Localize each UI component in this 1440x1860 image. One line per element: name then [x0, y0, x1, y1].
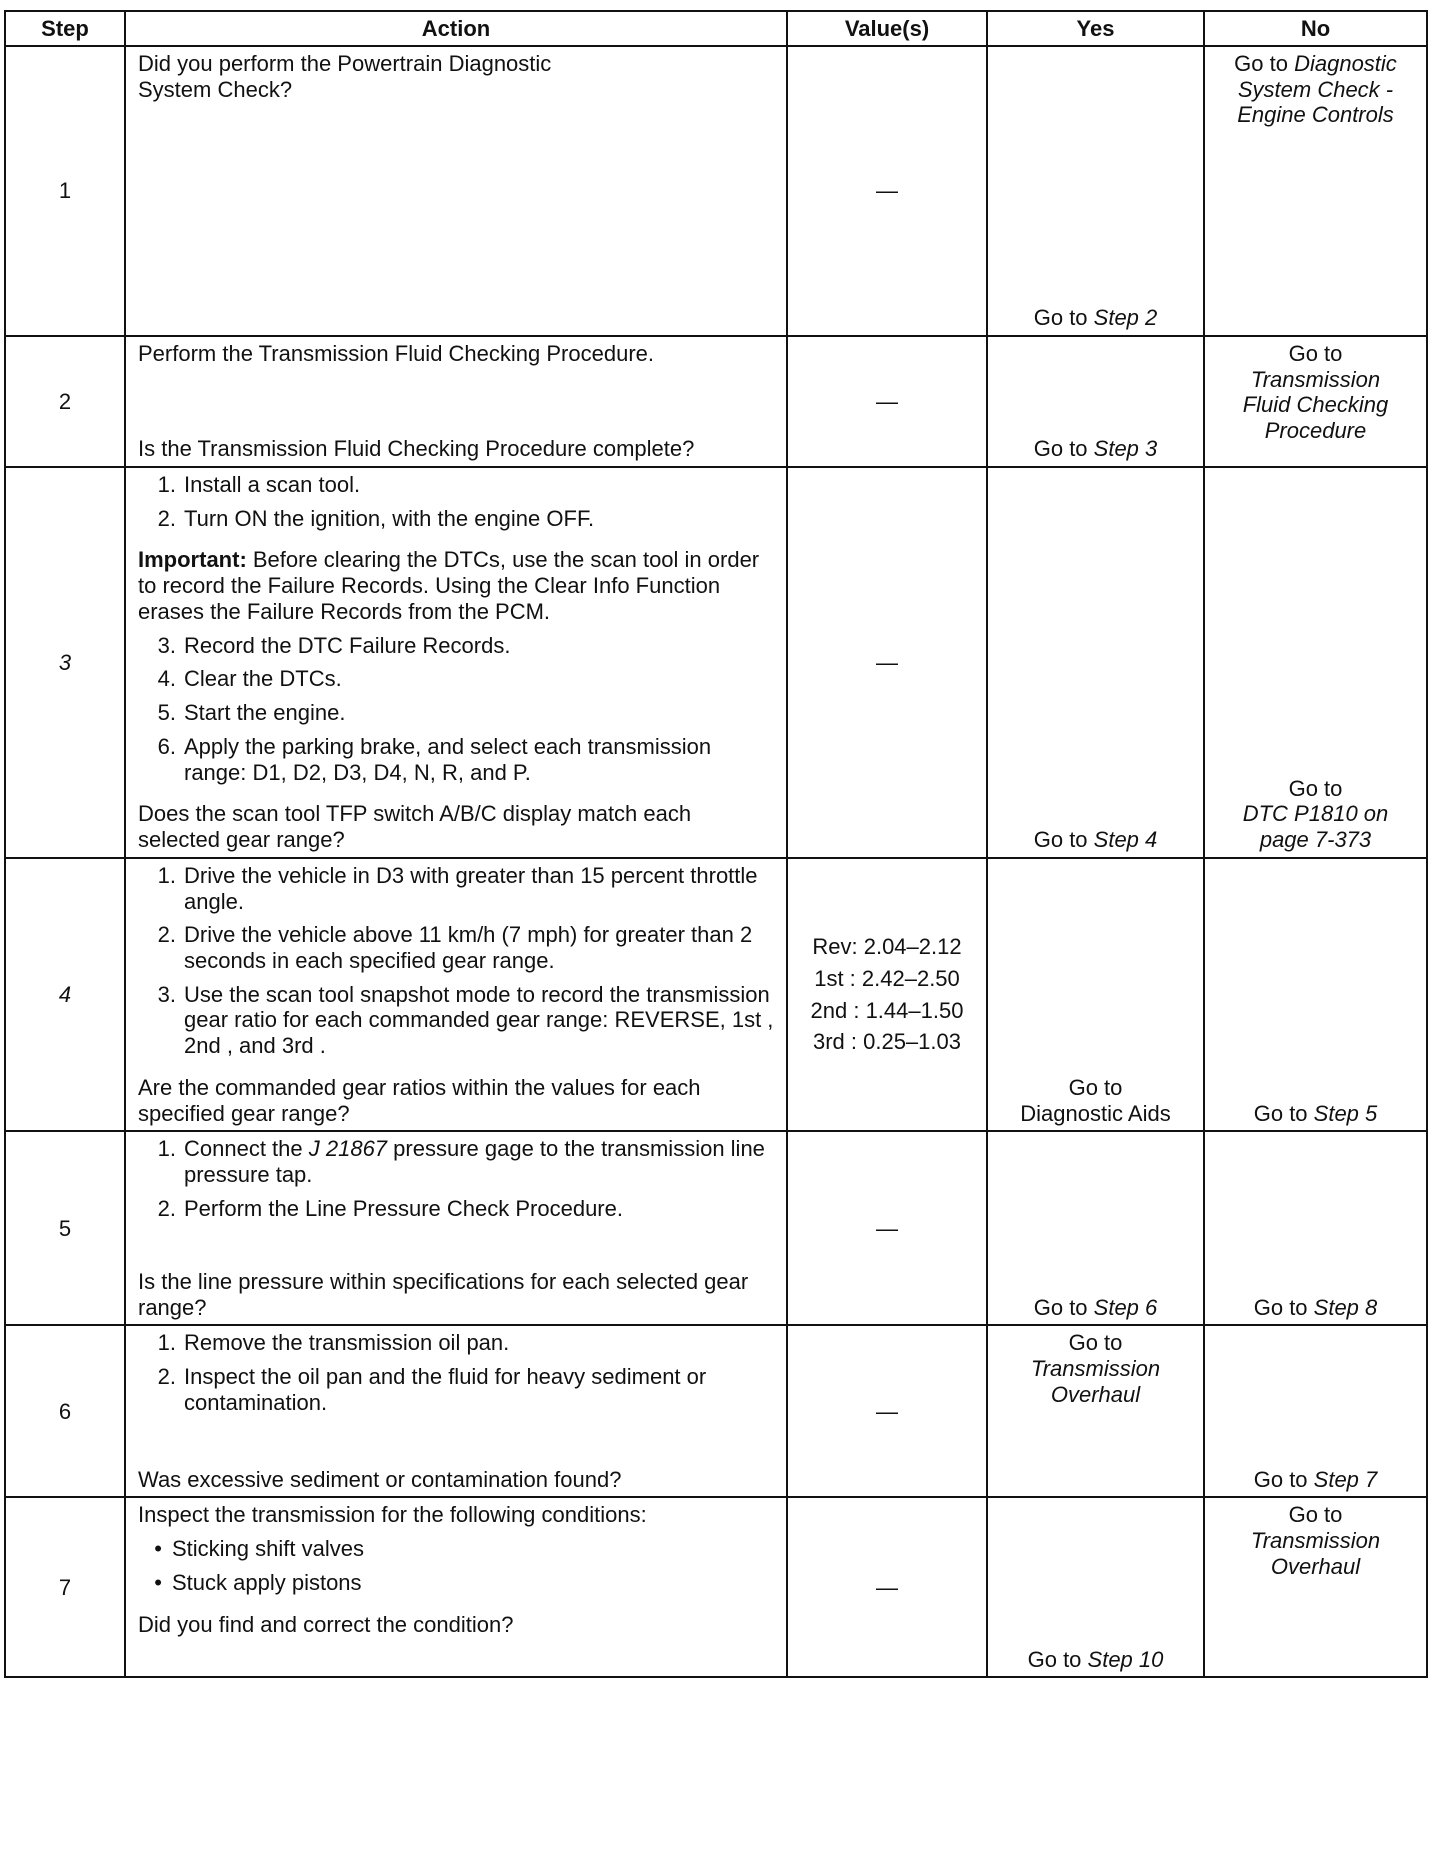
action-paragraph: Did you perform the Powertrain Diagnostic System Check?	[138, 51, 552, 102]
step-number: 1	[5, 46, 125, 336]
action-content	[138, 472, 778, 853]
action-step-item	[138, 472, 778, 498]
action-step-text: Perform the Line Pressure Check Procedure.	[184, 1195, 623, 1221]
condition-item	[138, 1536, 778, 1562]
step-number: 6	[5, 1325, 125, 1497]
value-line: 2nd : 1.44–1.50	[810, 997, 964, 1023]
no-result: Go to Step 8	[1204, 1131, 1427, 1325]
action-step-list	[138, 1330, 778, 1423]
table-row	[5, 1131, 1427, 1325]
condition-list	[138, 1536, 778, 1603]
action-step-item	[138, 734, 778, 785]
action-step-item	[138, 633, 778, 659]
table-row	[5, 858, 1427, 1132]
action-content	[138, 863, 778, 1127]
action-cell	[125, 1131, 787, 1325]
action-step-text: Turn ON the ignition, with the engine OFF.	[184, 505, 595, 531]
value-line: —	[876, 649, 898, 675]
table-row	[5, 336, 1427, 467]
action-step-number: 1.	[157, 472, 176, 497]
action-step-list	[138, 633, 778, 794]
action-step-item	[138, 506, 778, 532]
action-step-number: 2.	[157, 505, 176, 531]
action-step-number: 3.	[157, 632, 176, 658]
action-step-text: Inspect the oil pan and the fluid for heavy sediment or contamination.	[184, 1364, 707, 1415]
yes-result: Go to Diagnostic Aids	[987, 858, 1204, 1132]
no-result: Go to Step 7	[1204, 1325, 1427, 1497]
value-cell	[787, 1497, 987, 1677]
action-step-text: Start the engine.	[184, 700, 346, 726]
action-content	[138, 1136, 778, 1320]
step-number: 4	[5, 858, 125, 1132]
action-step-number: 6.	[157, 733, 176, 759]
action-spacer	[138, 1432, 778, 1467]
no-result: Go to DTC P1810 on page 7-373	[1204, 467, 1427, 858]
action-cell	[125, 467, 787, 858]
action-step-text: Drive the vehicle in D3 with greater than 15 percent throttle angle.	[184, 862, 758, 914]
action-cell	[125, 858, 787, 1132]
action-step-number: 5.	[157, 700, 176, 726]
action-cell	[125, 1497, 787, 1677]
action-step-item	[138, 1364, 778, 1415]
step-number: 2	[5, 336, 125, 467]
table-row	[5, 46, 1427, 336]
step-number: 7	[5, 1497, 125, 1677]
action-step-item	[138, 922, 778, 973]
action-step-item	[138, 666, 778, 692]
value-line: —	[876, 1215, 898, 1241]
action-step-text: Connect the J 21867 pressure gage to the transmission line pressure tap.	[184, 1136, 765, 1188]
action-step-list	[138, 863, 778, 1067]
yes-result: Go to Transmission Overhaul	[987, 1325, 1204, 1497]
action-paragraph: Important: Before clearing the DTCs, use the scan tool in order to record the Failure Records. Using the Clear Info Function erases the Failure Records from the PCM.	[138, 547, 760, 624]
action-paragraph: Are the commanded gear ratios within the values for each specified gear range?	[138, 1074, 701, 1126]
action-step-list	[138, 472, 778, 539]
action-step-list	[138, 1136, 778, 1229]
table-row	[5, 1325, 1427, 1497]
action-step-number: 1.	[157, 1136, 176, 1162]
value-line: —	[876, 388, 898, 414]
header-no: No	[1204, 11, 1427, 46]
condition-text: Sticking shift valves	[172, 1536, 364, 1562]
action-paragraph: Was excessive sediment or contamination found?	[138, 1466, 622, 1492]
action-paragraph: Is the Transmission Fluid Checking Procedure complete?	[138, 436, 695, 462]
action-step-item	[138, 863, 778, 914]
yes-result: Go to Step 10	[987, 1497, 1204, 1677]
value-cell	[787, 467, 987, 858]
step-number: 5	[5, 1131, 125, 1325]
action-paragraph: Is the line pressure within specifications for each selected gear range?	[138, 1268, 749, 1320]
action-step-number: 3.	[157, 981, 176, 1007]
action-paragraph: Did you find and correct the condition?	[138, 1611, 514, 1637]
no-result: Go to Transmission Fluid Checking Procedure	[1204, 336, 1427, 467]
no-result: Go to Diagnostic System Check - Engine Controls	[1204, 46, 1427, 336]
header-yes: Yes	[987, 11, 1204, 46]
action-cell	[125, 1325, 787, 1497]
value-cell	[787, 46, 987, 336]
yes-result: Go to Step 2	[987, 46, 1204, 336]
action-step-text: Remove the transmission oil pan.	[184, 1330, 510, 1356]
action-step-text: Apply the parking brake, and select each transmission range: D1, D2, D3, D4, N, R, and P.	[184, 733, 712, 785]
action-spacer	[138, 375, 778, 437]
action-step-item	[138, 1136, 778, 1187]
action-step-text: Use the scan tool snapshot mode to record the transmission gear ratio for each commanded gear range: REVERSE, 1st , 2nd , and 3rd .	[184, 981, 774, 1059]
table-row	[5, 467, 1427, 858]
action-step-number: 1.	[157, 1330, 176, 1356]
action-step-item	[138, 982, 778, 1059]
yes-result: Go to Step 3	[987, 336, 1204, 467]
action-step-item	[138, 700, 778, 726]
action-step-item	[138, 1330, 778, 1356]
value-line: 1st : 2.42–2.50	[814, 965, 960, 991]
value-cell	[787, 1131, 987, 1325]
header-row	[5, 11, 1427, 46]
value-line: Rev: 2.04–2.12	[812, 934, 962, 960]
condition-item	[138, 1570, 778, 1596]
action-step-number: 1.	[157, 862, 176, 888]
yes-result: Go to Step 4	[987, 467, 1204, 858]
value-cell	[787, 336, 987, 467]
no-result: Go to Step 5	[1204, 858, 1427, 1132]
action-step-number: 4.	[157, 666, 176, 692]
action-paragraph: Does the scan tool TFP switch A/B/C display match each selected gear range?	[138, 801, 692, 853]
action-paragraph: Perform the Transmission Fluid Checking Procedure.	[138, 341, 654, 366]
value-line: —	[876, 1398, 898, 1424]
important-label: Important:	[138, 547, 247, 573]
header-values: Value(s)	[787, 11, 987, 46]
action-content	[138, 1502, 778, 1672]
value-line: 3rd : 0.25–1.03	[812, 1029, 961, 1055]
table-row	[5, 1497, 1427, 1677]
bullet-icon: •	[154, 1536, 162, 1562]
value-cell	[787, 858, 987, 1132]
step-number: 3	[5, 467, 125, 858]
yes-result: Go to Step 6	[987, 1131, 1204, 1325]
condition-text: Stuck apply pistons	[172, 1569, 362, 1595]
action-content	[138, 1330, 778, 1492]
diagnostic-table	[4, 10, 1428, 1678]
no-result: Go to Transmission Overhaul	[1204, 1497, 1427, 1677]
action-step-text: Install a scan tool.	[184, 472, 361, 497]
action-paragraph: Inspect the transmission for the following conditions:	[138, 1502, 647, 1528]
action-cell	[125, 46, 787, 336]
value-line: —	[876, 178, 898, 204]
value-cell	[787, 1325, 987, 1497]
action-step-number: 2.	[157, 1364, 176, 1390]
action-cell	[125, 336, 787, 467]
action-spacer	[138, 1238, 778, 1269]
action-step-text: Record the DTC Failure Records.	[184, 632, 511, 658]
header-step: Step	[5, 11, 125, 46]
action-content	[138, 341, 778, 462]
action-step-number: 2.	[157, 1195, 176, 1221]
action-content	[138, 51, 778, 331]
action-step-text: Clear the DTCs.	[184, 666, 342, 692]
action-step-text: Drive the vehicle above 11 km/h (7 mph) for greater than 2 seconds in each specified gear range.	[184, 922, 753, 974]
action-step-number: 2.	[157, 922, 176, 948]
bullet-icon: •	[154, 1569, 162, 1595]
header-action: Action	[125, 11, 787, 46]
value-line: —	[876, 1574, 898, 1600]
action-step-item	[138, 1196, 778, 1222]
